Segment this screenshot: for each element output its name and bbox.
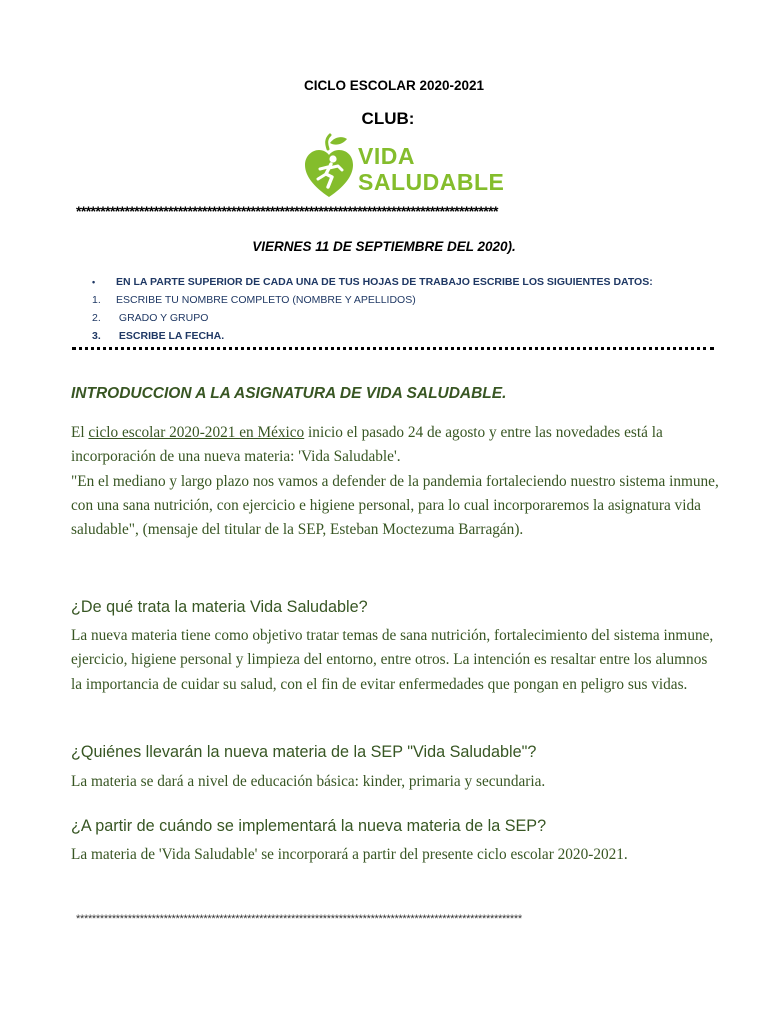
intro-heading: INTRODUCCION A LA ASIGNATURA DE VIDA SALUDABLE.: [71, 385, 507, 402]
intro-paragraph: [71, 421, 721, 542]
instruction-number: 1.: [92, 294, 101, 306]
instruction-text: ESCRIBE LA FECHA.: [116, 330, 225, 342]
sep-quote: "En el mediano y largo plazo nos vamos a defender de la pandemia fortaleciendo nuestro sistema inmune, con una sana nutrición, con ejercicio e higiene personal, para lo cual incorporaremos la asignatura vida saludable", (mensaje del titular de la SEP, Esteban Moctezuma Barragán).: [71, 472, 719, 539]
instructions-list: [92, 273, 732, 345]
instruction-number: 3.: [92, 330, 101, 342]
intro-text-rest: inicio el pasado 24 de agosto y entre las novedades está la incorporación de una nueva materia: 'Vida Saludable'.: [71, 424, 663, 466]
dotted-divider: [72, 347, 714, 350]
instruction-bullet-text: EN LA PARTE SUPERIOR DE CADA UNA DE TUS HOJAS DE TRABAJO ESCRIBE LOS SIGUIENTES DATOS:: [116, 276, 653, 288]
date-line: VIERNES 11 DE SEPTIEMBRE DEL 2020).: [252, 239, 516, 254]
logo-text-vida: VIDA: [358, 143, 415, 169]
answer-paragraph: La materia de 'Vida Saludable' se incorporará a partir del presente ciclo escolar 2020-2021.: [71, 846, 628, 863]
instruction-number: 2.: [92, 312, 101, 324]
instruction-item: [92, 291, 732, 309]
star-divider-top: ***************************************************************************************: [76, 203, 498, 219]
vida-saludable-logo: [302, 133, 505, 203]
instruction-bullet: [92, 273, 732, 291]
instruction-item: [92, 309, 732, 327]
question-heading: ¿A partir de cuándo se implementará la nueva materia de la SEP?: [71, 817, 547, 835]
question-heading: ¿Quiénes llevarán la nueva materia de la SEP "Vida Saludable"?: [71, 743, 537, 761]
instruction-text: ESCRIBE TU NOMBRE COMPLETO (NOMBRE Y APELLIDOS): [116, 294, 416, 306]
cycle-title: CICLO ESCOLAR 2020-2021: [303, 78, 485, 93]
star-divider-bottom: ****************************************************************************************************************: [76, 913, 522, 925]
school-cycle-link[interactable]: ciclo escolar 2020-2021 en México: [88, 424, 305, 441]
answer-paragraph: La nueva materia tiene como objetivo tratar temas de sana nutrición, fortalecimiento del sistema inmune, ejercicio, higiene personal y limpieza del entorno, entre otros. La intención es resaltar entre los alumnos la importancia de cuidar su salud, con el fin de evitar enfermedades que pongan en peligro sus vidas.: [71, 627, 714, 693]
instruction-text: GRADO Y GRUPO: [116, 312, 209, 324]
logo-text-saludable: SALUDABLE: [358, 169, 505, 195]
answer-paragraph: La materia se dará a nivel de educación básica: kinder, primaria y secundaria.: [71, 773, 546, 790]
question-heading: ¿De qué trata la materia Vida Saludable?: [71, 598, 368, 616]
heart-apple-runner-icon: [302, 133, 358, 203]
bullet-marker: •: [92, 277, 96, 287]
intro-text-start: El: [71, 424, 89, 441]
instruction-item: [92, 327, 732, 345]
club-label: CLUB:: [361, 109, 415, 128]
